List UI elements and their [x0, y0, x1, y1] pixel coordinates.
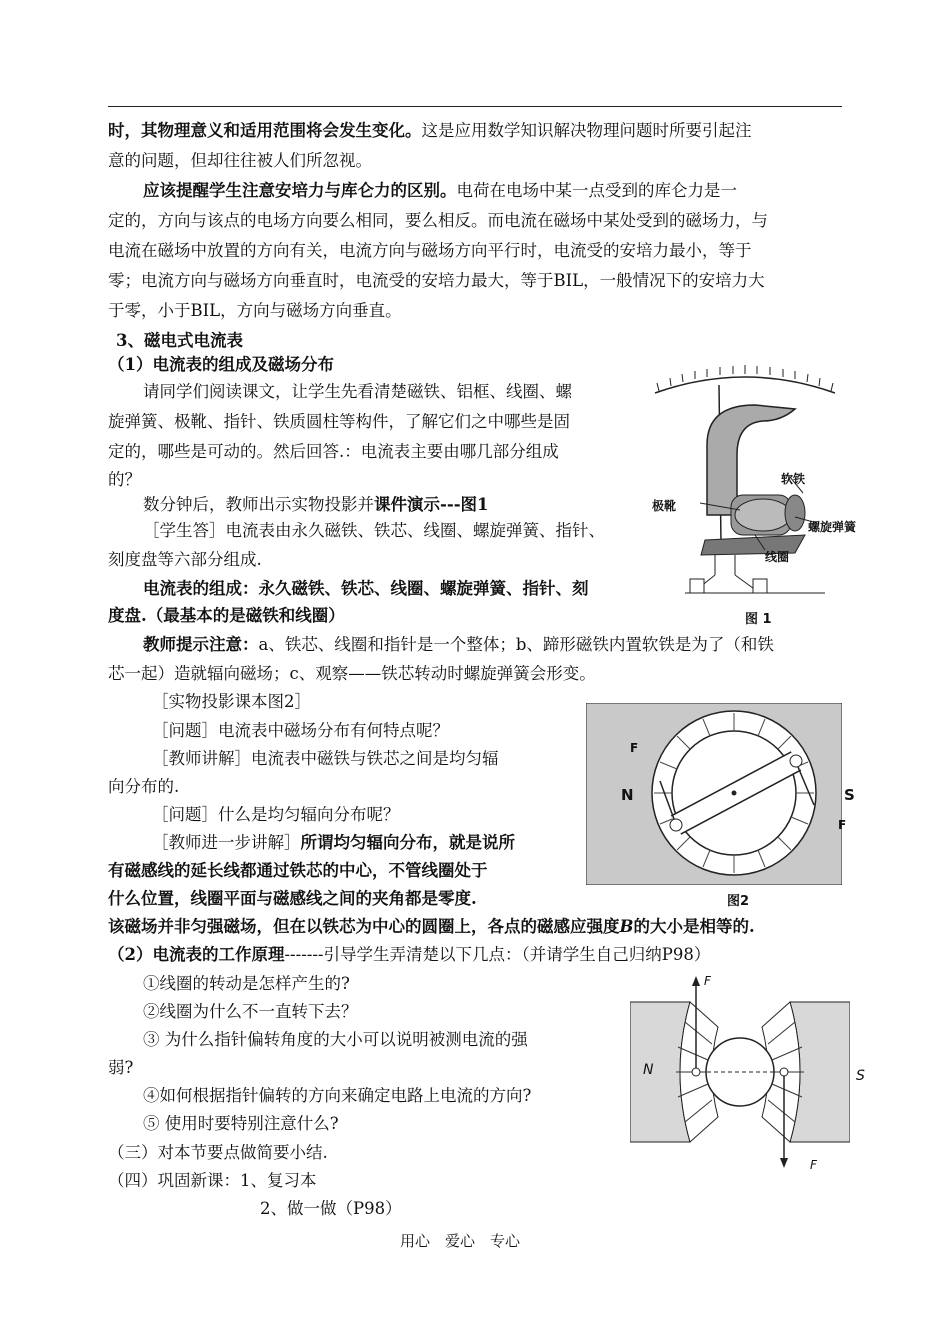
- figure3-label-F-bottom: F: [810, 1158, 817, 1172]
- figure1-label-pole-shoe: 极靴: [652, 499, 677, 513]
- para2-line4: 零；电流方向与磁场方向垂直时，电流受的安培力最大，等于BIL，一般情况下的安培力大: [108, 271, 765, 290]
- para2-line5: 于零，小于BIL，方向与磁场方向垂直。: [108, 301, 402, 320]
- explain1-line1: ［教师讲解］电流表中磁铁与铁芯之间是均匀辐: [152, 749, 499, 768]
- figure3-principle-diagram: [630, 972, 850, 1172]
- subsection-heading-2: （2）电流表的工作原理-------引导学生弄清楚以下几点：（并请学生自己归纳P98）: [108, 945, 711, 964]
- figure3-label-N: N: [643, 1062, 654, 1078]
- question2-line: ［问题］什么是均匀辐向分布呢？: [152, 805, 400, 824]
- figure1-caption: 图 1: [745, 612, 772, 627]
- answer-line1: ［学生答］电流表由永久磁铁、铁芯、线圈、螺旋弹簧、指针、: [143, 521, 605, 540]
- demo-line: 数分钟后，教师出示实物投影并课件演示---图1: [143, 495, 489, 514]
- figure2-label-S: S: [844, 786, 855, 804]
- field-line: 该磁场并非匀强磁场，但在以铁芯为中心的圆圈上，各点的磁感应强度B的大小是相等的.: [108, 917, 755, 936]
- section-heading: 3、磁电式电流表: [116, 331, 243, 350]
- composition-line1: 电流表的组成：永久磁铁、铁芯、线圈、螺旋弹簧、指针、刻: [143, 579, 589, 598]
- summary-line: （三）对本节要点做简要小结.: [108, 1143, 328, 1162]
- question-item-4: ④如何根据指针偏转的方向来确定电路上电流的方向?: [143, 1086, 532, 1105]
- question-item-3-cont: 弱?: [108, 1058, 134, 1077]
- figure2-label-F-left: F: [630, 741, 639, 755]
- question-item-2: ②线圈为什么不一直转下去？: [143, 1002, 358, 1021]
- hint-line2: 芯一起）造就辐向磁场；c、观察——铁芯转动时螺旋弹簧会形变。: [108, 664, 596, 683]
- figure1-meter-diagram: [645, 365, 845, 605]
- read-line2: 旋弹簧、极靴、指针、铁质圆柱等构件，了解它们之中哪些是固: [108, 412, 570, 431]
- projection-line: ［实物投影课本图2］: [152, 692, 311, 711]
- read-line3: 定的，哪些是可动的。然后回答.：电流表主要由哪几部分组成: [108, 442, 559, 461]
- subsection-heading-1: （1）电流表的组成及磁场分布: [108, 355, 334, 374]
- para2-line3: 电流在磁场中放置的方向有关，电流方向与磁场方向平行时，电流受的安培力最小，等于: [108, 241, 752, 260]
- question-item-1: ①线圈的转动是怎样产生的?: [143, 974, 350, 993]
- explain2-line2: 有磁感线的延长线都通过铁芯的中心，不管线圈处于: [108, 861, 488, 880]
- question1-line: ［问题］电流表中磁场分布有何特点呢？: [152, 721, 449, 740]
- figure3-label-F-top: F: [704, 974, 711, 988]
- figure1-label-soft-iron: 软铁: [781, 472, 806, 486]
- figure2-caption: 图2: [727, 894, 750, 909]
- read-line1: 请同学们阅读课文，让学生先看清楚磁铁、铝框、线圈、螺: [143, 382, 572, 401]
- figure2-label-N: N: [621, 786, 634, 804]
- question-item-5: ⑤ 使用时要特别注意什么?: [143, 1114, 339, 1133]
- hint-line1: 教师提示注意：a、铁芯、线圈和指针是一个整体；b、蹄形磁铁内置软铁是为了（和铁: [143, 635, 774, 654]
- para2-line2: 定的，方向与该点的电场方向要么相同，要么相反。而电流在磁场中某处受到的磁场力，与: [108, 211, 768, 230]
- para2-line1: 应该提醒学生注意安培力与库仑力的区别。电荷在电场中某一点受到的库仑力是一: [143, 181, 737, 200]
- question-item-3: ③ 为什么指针偏转角度的大小可以说明被测电流的强: [143, 1030, 528, 1049]
- composition-line2: 度盘.（最基本的是磁铁和线圈）: [108, 606, 345, 625]
- figure2-label-F-right: F: [838, 818, 847, 832]
- figure1-label-spring: 螺旋弹簧: [808, 520, 857, 534]
- figure1-label-coil: 线圈: [765, 550, 790, 564]
- explain2-line1: ［教师进一步讲解］所谓均匀辐向分布，就是说所: [152, 833, 515, 852]
- explain2-line3: 什么位置，线圈平面与磁感线之间的夹角都是零度.: [108, 889, 477, 908]
- read-line4: 的？: [108, 470, 141, 489]
- page-footer: 用心 爱心 专心: [400, 1232, 521, 1250]
- explain1-line2: 向分布的.: [108, 777, 180, 796]
- figure3-label-S: S: [856, 1068, 865, 1084]
- consolidate-line: （四）巩固新课：1、复习本: [108, 1171, 317, 1190]
- para1-line1: 时，其物理意义和适用范围将会发生变化。这是应用数学知识解决物理问题时所要引起注: [108, 121, 752, 140]
- para1-line2: 意的问题，但却往往被人们所忽视。: [108, 151, 372, 170]
- header-rule: [108, 106, 842, 107]
- consolidate-line2: 2、做一做（P98）: [260, 1199, 402, 1218]
- answer-line2: 刻度盘等六部分组成.: [108, 550, 262, 569]
